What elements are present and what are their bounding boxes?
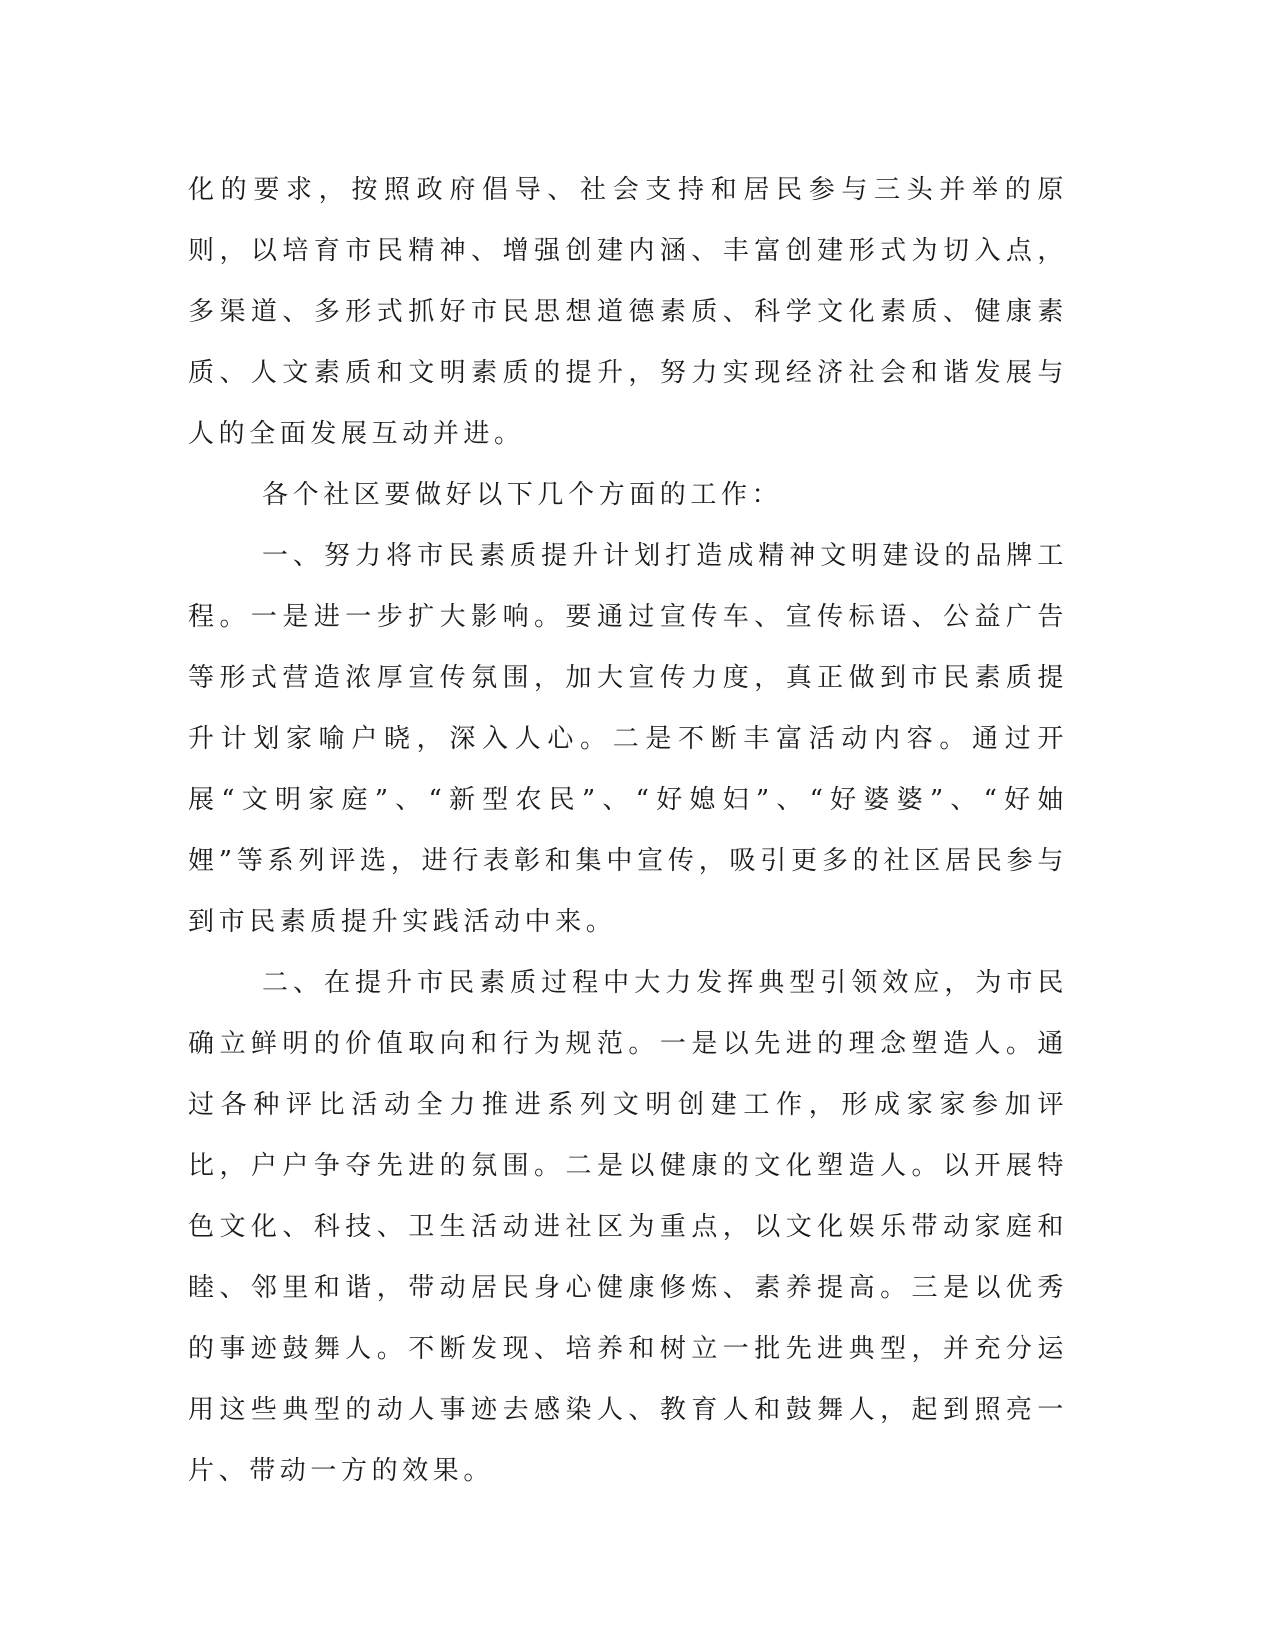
paragraph-continuation: 化的要求，按照政府倡导、社会支持和居民参与三头并举的原则，以培育市民精神、增强创建内涵、丰富创建形式为切入点，多渠道、多形式抓好市民思想道德素质、科学文化素质、健康素质、人文素质和文明素质的提升，努力实现经济社会和谐发展与人的全面发展互动并进。 xyxy=(188,175,1068,449)
paragraph-section-2: 二、在提升市民素质过程中大力发挥典型引领效应，为市民确立鲜明的价值取向和行为规范。一是以先进的理念塑造人。通过各种评比活动全力推进系列文明创建工作，形成家家参加评比，户户争夺先进的氛围。二是以健康的文化塑造人。以开展特色文化、科技、卫生活动进社区为重点，以文化娱乐带动家庭和睦、邻里和谐，带动居民身心健康修炼、素养提高。三是以优秀的事迹鼓舞人。不断发现、培养和树立一批先进典型，并充分运用这些典型的动人事迹去感染人、教育人和鼓舞人，起到照亮一片、带动一方的效果。 xyxy=(188,968,1068,1486)
document-body xyxy=(188,160,1068,1502)
paragraph-intro: 各个社区要做好以下几个方面的工作： xyxy=(262,480,783,510)
paragraph-section-1: 一、努力将市民素质提升计划打造成精神文明建设的品牌工程。一是进一步扩大影响。要通过宣传车、宣传标语、公益广告等形式营造浓厚宣传氛围，加大宣传力度，真正做到市民素质提升计划家喻户晓，深入人心。二是不断丰富活动内容。通过开展“文明家庭”、“新型农民”、“好媳妇”、“好婆婆”、“好妯娌”等系列评选，进行表彰和集中宣传，吸引更多的社区居民参与到市民素质提升实践活动中来。 xyxy=(188,541,1068,937)
